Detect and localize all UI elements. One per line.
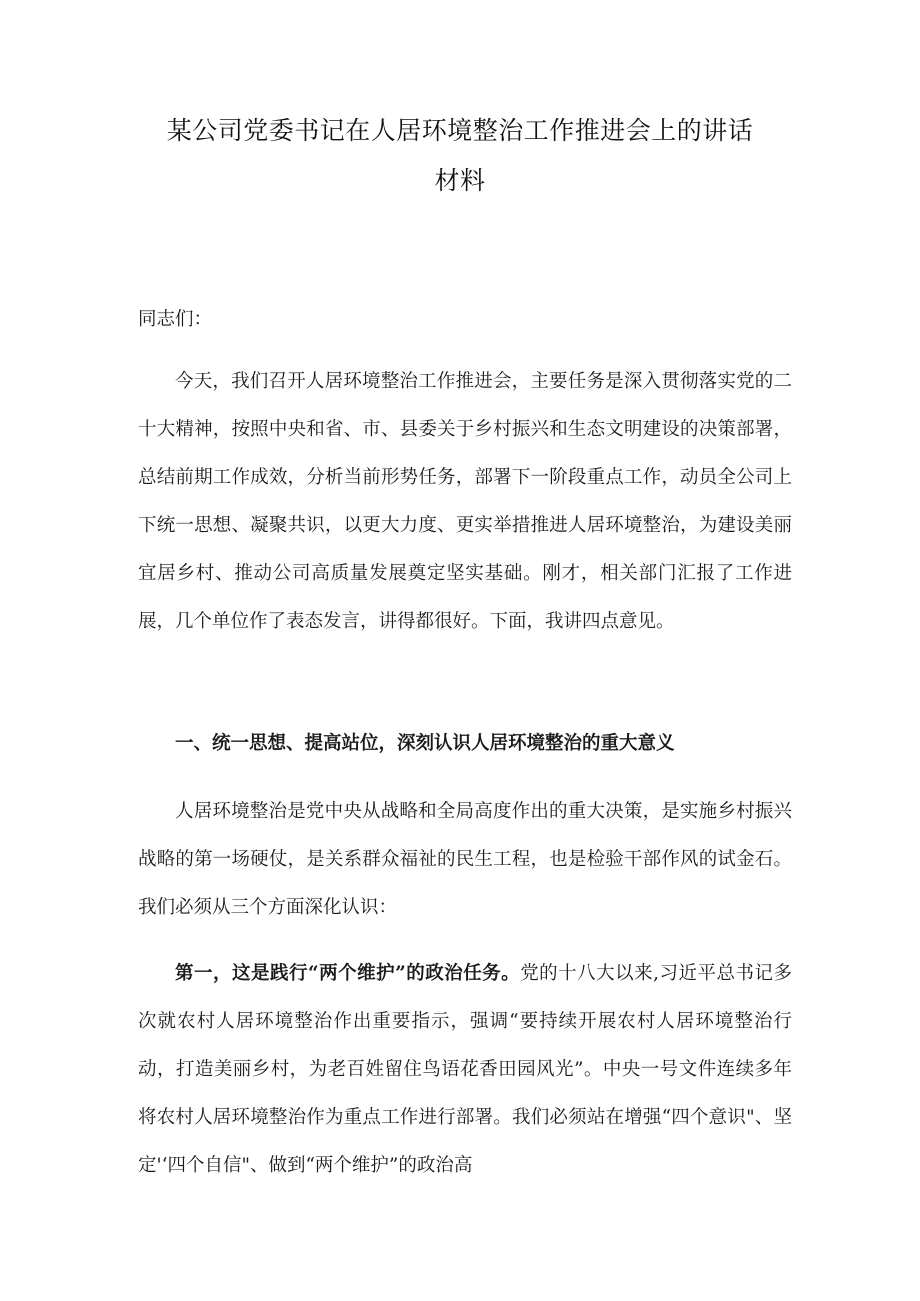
paragraph-intro: 今天，我们召开人居环境整治工作推进会，主要任务是深入贯彻落实党的二十大精神，按照中央和省、市、县委关于乡村振兴和生态文明建设的决策部署，总结前期工作成效，分析当前形势任务，部署下一阶段重点工作，动员全公司上下统一思想、凝聚共识，以更大力度、更实举措推进人居环境整治，为建设美丽宜居乡村、推动公司高质量发展奠定坚实基础。刚才，相关部门汇报了工作进展，几个单位作了表态发言，讲得都很好。下面，我讲四点意见。 — [138, 371, 792, 632]
first-point-body: 党的十八大以来,习近平总书记多次就农村人居环境整治作出重要指示，强调“要持续开展农村人居环境整治行动，打造美丽乡村，为老百姓留住鸟语花香田园风光”。中央一号文件连续多年将农村人居环境整治作为重点工作进行部署。我们必须站在增强“四个意识"、坚定'‘四个自信"、做到“两个维护”的政治高 — [138, 963, 792, 1176]
section-heading-1: 一、统一思想、提高站位，深刻认识人居环境整治的重大意义 — [175, 733, 675, 754]
paragraph-significance: 人居环境整治是党中央从战略和全局高度作出的重大决策，是实施乡村振兴战略的第一场硬仗，是关系群众福祉的民生工程，也是检验干部作风的试金石。我们必须从三个方面深化认识： — [138, 801, 792, 918]
first-point-lead: 第一，这是践行“两个维护”的政治任务。 — [175, 963, 521, 984]
document-title-line-2: 材料 — [434, 166, 486, 195]
document-title-line-1: 某公司党委书记在人居环境整治工作推进会上的讲话 — [166, 116, 754, 145]
greeting: 同志们： — [138, 309, 213, 330]
paragraph-first-point — [138, 950, 792, 1190]
